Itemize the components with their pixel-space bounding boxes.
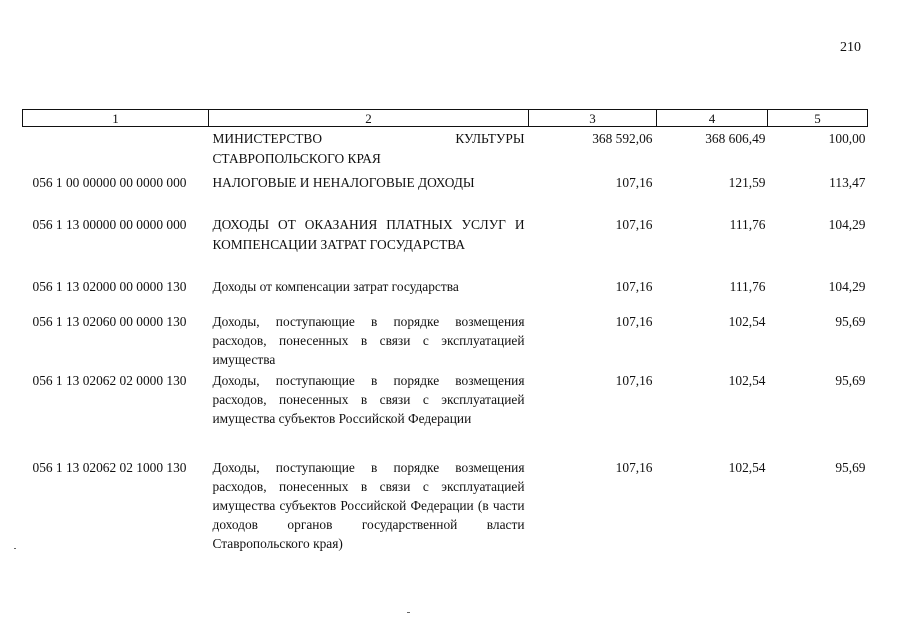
row-name: Доходы, поступающие в порядке возмещения расходов, понесенных в связи с эксплуатацией имущества субъектов Российской Федерации xyxy=(212,373,525,426)
row-col3-value: 107,16 xyxy=(615,175,653,190)
row-col4-value: 368 606,49 xyxy=(705,131,766,146)
row-col3-value: 107,16 xyxy=(615,373,653,388)
table-row xyxy=(23,371,868,458)
page-number: 210 xyxy=(840,40,861,55)
row-col3-value: 368 592,06 xyxy=(592,131,653,146)
row-name: МИНИСТЕРСТВО КУЛЬТУРЫ СТАВРОПОЛЬСКОГО КРАЯ xyxy=(212,131,525,166)
table-row xyxy=(23,277,868,312)
row-col4-value: 111,76 xyxy=(729,217,766,232)
row-code: 056 1 13 02060 00 0000 130 xyxy=(32,314,187,329)
row-col5-value: 95,69 xyxy=(835,314,866,329)
row-name: Доходы от компенсации затрат государства xyxy=(212,279,459,294)
header-row xyxy=(23,110,868,127)
table-row xyxy=(23,127,868,174)
row-col3-value: 107,16 xyxy=(615,314,653,329)
row-col4-value: 102,54 xyxy=(728,460,766,475)
header-col-5: 5 xyxy=(768,110,868,127)
row-name: Доходы, поступающие в порядке возмещения расходов, понесенных в связи с эксплуатацией имущества субъектов Российской Федерации (в части доходов органов государственной власти Ставропольского края) xyxy=(212,460,525,551)
table-body xyxy=(23,127,868,554)
header-col-1: 1 xyxy=(23,110,209,127)
row-col4-value: 102,54 xyxy=(728,373,766,388)
budget-revenue-table xyxy=(22,109,868,553)
table-row xyxy=(23,312,868,371)
table-row xyxy=(23,458,868,553)
row-col5-value: 95,69 xyxy=(835,460,866,475)
row-col5-value: 113,47 xyxy=(829,175,866,190)
table-row xyxy=(23,215,868,277)
row-col3-value: 107,16 xyxy=(615,217,653,232)
table-row xyxy=(23,173,868,215)
header-col-2: 2 xyxy=(209,110,529,127)
row-col5-value: 104,29 xyxy=(828,279,866,294)
row-code: 056 1 13 00000 00 0000 000 xyxy=(32,217,187,232)
row-col3-value: 107,16 xyxy=(615,460,653,475)
row-code: 056 1 13 02062 02 0000 130 xyxy=(32,373,187,388)
row-col5-value: 104,29 xyxy=(828,217,866,232)
row-col5-value: 100,00 xyxy=(828,131,866,146)
header-col-3: 3 xyxy=(529,110,657,127)
row-col3-value: 107,16 xyxy=(615,279,653,294)
scan-speck xyxy=(407,612,410,613)
row-code: 056 1 13 02062 02 1000 130 xyxy=(32,460,187,475)
row-code: 056 1 13 02000 00 0000 130 xyxy=(32,279,187,294)
row-col4-value: 121,59 xyxy=(728,175,766,190)
row-name: Доходы, поступающие в порядке возмещения расходов, понесенных в связи с эксплуатацией имущества xyxy=(212,314,525,367)
row-code: 056 1 00 00000 00 0000 000 xyxy=(32,175,187,190)
row-col5-value: 95,69 xyxy=(835,373,866,388)
row-code xyxy=(23,127,209,174)
row-name: ДОХОДЫ ОТ ОКАЗАНИЯ ПЛАТНЫХ УСЛУГ И КОМПЕНСАЦИИ ЗАТРАТ ГОСУДАРСТВА xyxy=(212,217,525,252)
row-col4-value: 102,54 xyxy=(728,314,766,329)
scan-speck xyxy=(14,548,16,549)
header-col-4: 4 xyxy=(657,110,768,127)
row-col4-value: 111,76 xyxy=(729,279,766,294)
row-name: НАЛОГОВЫЕ И НЕНАЛОГОВЫЕ ДОХОДЫ xyxy=(212,175,475,190)
table-header xyxy=(23,110,868,127)
